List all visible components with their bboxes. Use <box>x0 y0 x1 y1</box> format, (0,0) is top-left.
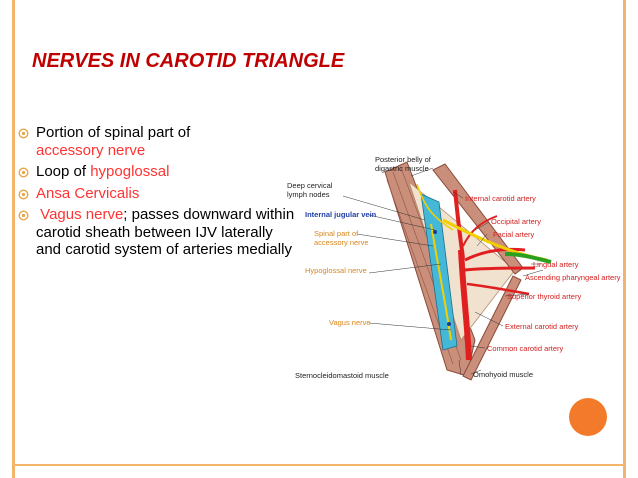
bullet-text: Portion of spinal part of <box>36 124 191 141</box>
carotid-triangle-diagram <box>285 150 638 390</box>
label-superior-thyroid: Superior thyroid artery <box>507 292 582 301</box>
label-external-carotid: External carotid artery <box>505 322 579 331</box>
bullet-item <box>16 185 298 203</box>
bullet-list <box>16 124 298 263</box>
bullet-item <box>16 163 298 181</box>
bullet-icon <box>18 167 29 178</box>
label-vagus-nerve: Vagus nerve <box>329 318 371 327</box>
label-deep-cervical-2: lymph nodes <box>287 190 330 199</box>
bullet-highlight: Vagus nerve <box>40 206 124 223</box>
bullet-icon <box>18 210 29 221</box>
bullet-item <box>16 124 298 159</box>
label-common-carotid: Common carotid artery <box>487 344 564 353</box>
label-internal-jugular: Internal jugular vein <box>305 210 377 219</box>
label-posterior-belly-1: Posterior belly of <box>375 155 431 164</box>
label-posterior-belly-2: digastric muscle <box>375 164 429 173</box>
bullet-item <box>16 206 298 259</box>
bullet-highlight: Ansa Cervicalis <box>36 184 140 202</box>
label-deep-cervical-1: Deep cervical <box>287 181 333 190</box>
bullet-highlight: accessory nerve <box>36 141 146 159</box>
label-lingual: Lingual artery <box>533 260 579 269</box>
label-occipital: Occipital artery <box>491 217 542 226</box>
bullet-text: Loop of <box>36 163 91 180</box>
bullet-icon <box>18 189 29 200</box>
label-omohyoid: Omohyoid muscle <box>473 370 534 379</box>
label-sternocleidomastoid: Sternocleidomastoid muscle <box>295 371 389 380</box>
label-internal-carotid: Internal carotid artery <box>465 194 536 203</box>
label-ascending-pharyngeal: Ascending pharyngeal artery <box>525 273 621 282</box>
label-spinal-part-1: Spinal part of <box>314 229 359 238</box>
left-border-line <box>12 0 15 478</box>
slide-title: NERVES IN CAROTID TRIANGLE <box>32 50 345 72</box>
label-hypoglossal-nerve: Hypoglossal nerve <box>305 266 367 275</box>
decorative-orange-circle <box>569 398 607 436</box>
label-facial: Facial artery <box>493 230 535 239</box>
bullet-text: ; passes downward within carotid sheath between IJV laterally and carotid system of arteries medially <box>36 206 295 258</box>
bottom-border-line <box>15 464 623 466</box>
bullet-icon <box>18 128 29 139</box>
bullet-highlight: hypoglossal <box>90 163 170 180</box>
label-spinal-part-2: accessory nerve <box>314 238 369 247</box>
